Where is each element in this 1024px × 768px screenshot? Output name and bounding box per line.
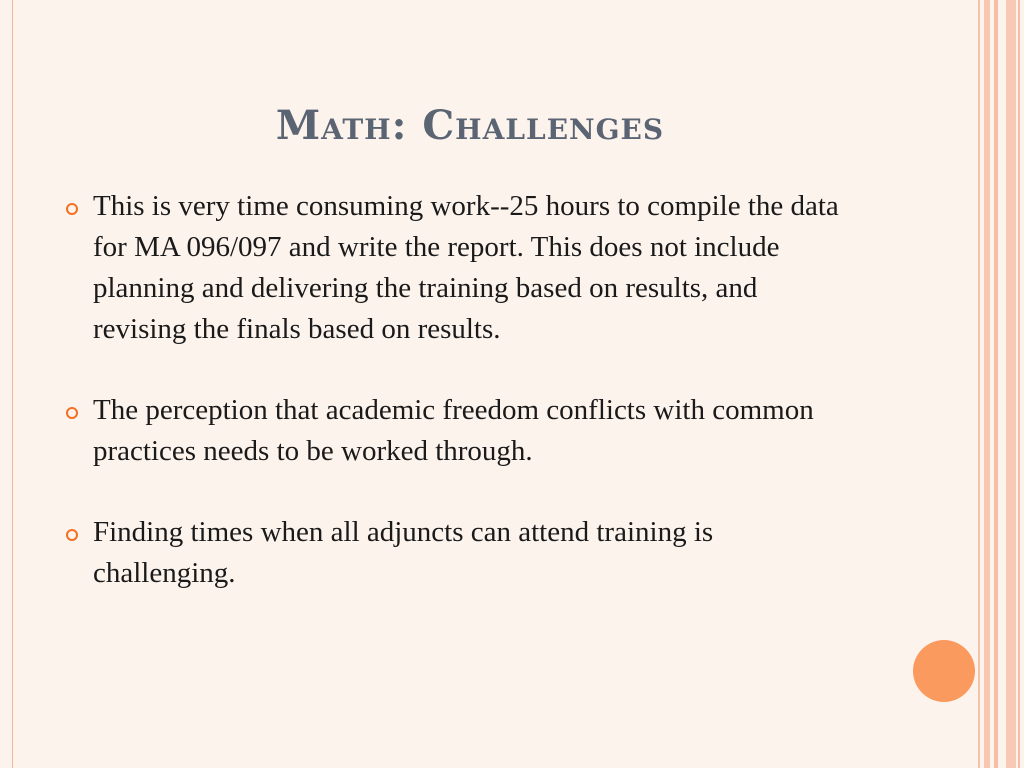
ring-bullet-icon <box>66 529 78 541</box>
orange-circle-icon <box>913 640 975 702</box>
left-border-line <box>12 0 13 768</box>
right-stripe <box>984 0 990 768</box>
right-stripe <box>994 0 998 768</box>
bullet-text: This is very time consuming work--25 hours to compile the data for MA 096/097 and write the report. This does not include planning and delivering the training based on results, and revising the finals based on results. <box>93 190 839 345</box>
bullet-item <box>60 390 850 472</box>
ring-bullet-icon <box>66 203 78 215</box>
right-stripe <box>1018 0 1020 768</box>
ring-bullet-icon <box>66 407 78 419</box>
right-stripe <box>978 0 980 768</box>
bullet-item <box>60 186 850 350</box>
bullet-text: The perception that academic freedom conflicts with common practices needs to be worked through. <box>93 394 814 467</box>
bullet-text: Finding times when all adjuncts can attend training is challenging. <box>93 516 714 589</box>
bullet-list <box>60 186 850 594</box>
bullet-item <box>60 512 850 594</box>
slide-title: Math: Challenges <box>275 102 665 149</box>
right-stripe <box>1006 0 1016 768</box>
